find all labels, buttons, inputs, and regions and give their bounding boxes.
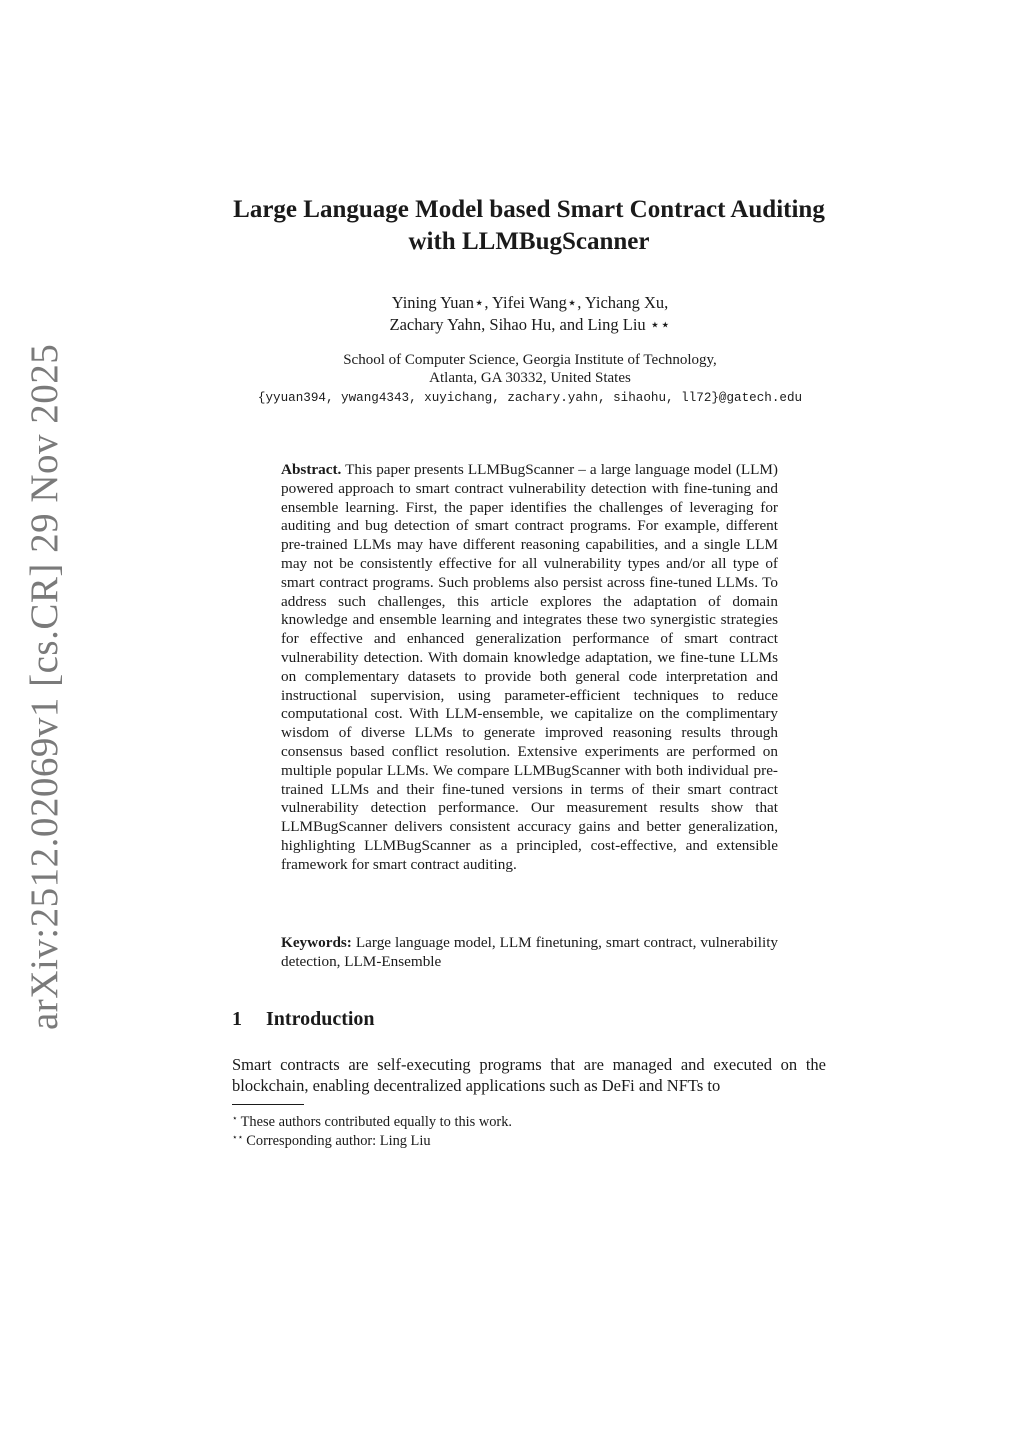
introduction-paragraph: Smart contracts are self-executing programs that are managed and executed on the blockchain, enabling decentralized applications such as DeFi and NFTs to bbox=[232, 1055, 826, 1095]
footnote-mark: ⋆ bbox=[232, 1113, 238, 1123]
paper-title: Large Language Model based Smart Contract Auditing with LLMBugScanner bbox=[233, 196, 825, 255]
abstract-label: Abstract. bbox=[281, 461, 342, 478]
keywords-label: Keywords: bbox=[281, 934, 352, 951]
footnote-divider bbox=[232, 1104, 304, 1105]
section-heading-introduction bbox=[232, 1006, 375, 1032]
footnote-text: These authors contributed equally to this work. bbox=[240, 1114, 513, 1130]
footnote-corresponding-author bbox=[232, 1128, 431, 1150]
author-emails: {yyuan394, ywang4343, xuyichang, zachary.yahn, sihaohu, ll72}@gatech.edu bbox=[257, 391, 803, 405]
section-title: Introduction bbox=[266, 1008, 375, 1030]
arxiv-identifier-stamp: arXiv:2512.02069v1 [cs.CR] 29 Nov 2025 bbox=[23, 343, 66, 1030]
footnote-text: Corresponding author: Ling Liu bbox=[246, 1133, 431, 1149]
abstract-text: This paper presents LLMBugScanner – a large language model (LLM) powered approach to smart contract vulnerability detection with fine-tuning and ensemble learning. First, the paper identifies the challenges of leveraging for auditing and bug detection of smart contract programs. For example, different pre-trained LLMs may have different reasoning capabilities, and a single LLM may not be consistently effective for all vulnerability types and/or all type of smart contract programs. Such problems also persist across fine-tuned LLMs. To address such challenges, this article explores the adaptation of domain knowledge and ensemble learning and integrates these two synergistic strategies for effective and enhanced generalization performance of smart contract vulnerability detection. With domain knowledge adaptation, we fine-tune LLMs on complementary datasets to provide both general code interpretation and instructional supervision, using parameter-efficient techniques to reduce computational cost. With LLM-ensemble, we capitalize on the complimentary wisdom of diverse LLMs to generate improved reasoning results through consensus based conflict resolution. Extensive experiments are performed on multiple popular LLMs. We compare LLMBugScanner with both individual pre-trained LLMs and their fine-tuned versions in terms of their smart contract vulnerability detection performance. Our measurement results show that LLMBugScanner delivers consistent accuracy gains and better generalization, highlighting LLMBugScanner as a principled, cost-effective, and extensible framework for smart contract auditing. bbox=[281, 461, 778, 873]
keywords bbox=[281, 933, 778, 971]
author-list-line-2: Zachary Yahn, Sihao Hu, and Ling Liu ⋆⋆ bbox=[389, 315, 671, 334]
footnote-mark: ⋆⋆ bbox=[232, 1132, 244, 1142]
author-list-line-1: Yining Yuan⋆, Yifei Wang⋆, Yichang Xu, bbox=[391, 293, 669, 312]
section-number: 1 bbox=[232, 1008, 242, 1030]
abstract bbox=[281, 461, 778, 875]
affiliation-line-1: School of Computer Science, Georgia Institute of Technology, bbox=[343, 352, 717, 368]
affiliation-line-2: Atlanta, GA 30332, United States bbox=[429, 370, 631, 386]
keywords-text: Large language model, LLM finetuning, smart contract, vulnerability detection, LLM-Ensemble bbox=[281, 934, 779, 970]
